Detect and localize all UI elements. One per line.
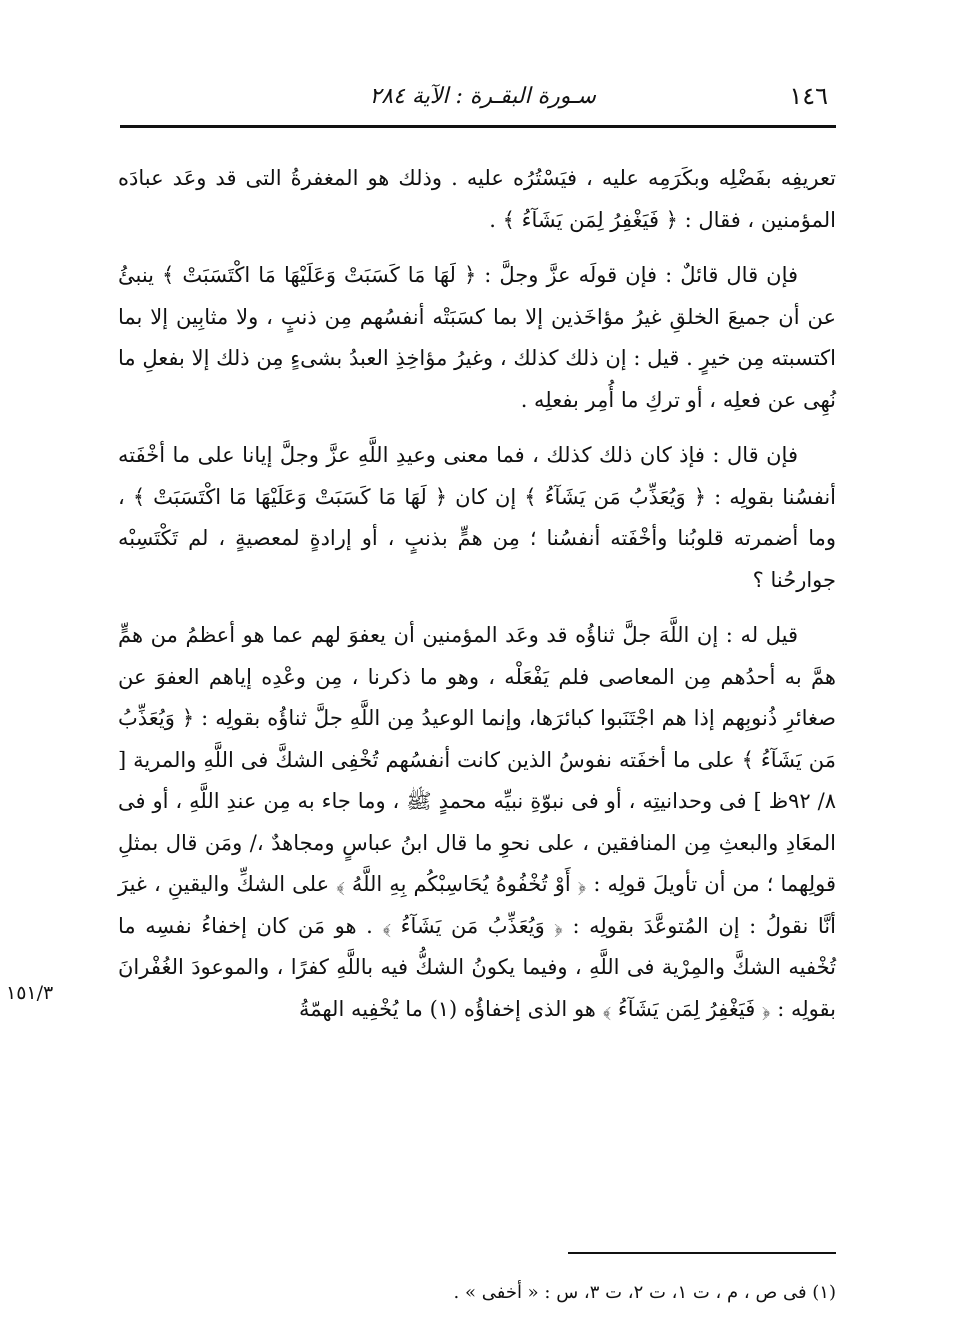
footnote: (١) فى ص ، م ، ت ١، ت ٢، ت ٣، س : « أخفى » . bbox=[453, 1282, 836, 1303]
main-text bbox=[118, 158, 836, 1030]
footnote-rule bbox=[568, 1252, 836, 1254]
running-title: سـورة البقـرة : الآية ٢٨٤ bbox=[369, 84, 596, 109]
page-number: ١٤٦ bbox=[789, 82, 828, 110]
paragraph-4: قيل له : إن اللَّهَ جلَّ ثناؤُه قد وعَد المؤمنين أن يعفوَ لهم عما هو أعظمُ من همٍّ همَّ به أحدُهم مِن المعاصى فلم يَفْعَلْه ، وهو ما ذكرنا ، مِن وعْدِه إياهم العفوَ عن صغائرِ ذُنوبِهم إذا هم اجْتَنَبوا كبائرَها، وإنما الوعيدُ مِن اللَّهِ جلَّ ثناؤُه بقولِه : ﴿ وَيُعَذِّبُ مَن يَشَآءُ ﴾ على ما أخفَته نفوسُ الذين كانت أنفسُهم تُخْفِى الشكَّ فى اللَّهِ والمرية [ ٨/ ٩٢ظ ] فى وحدانيتِه ، أو فى نبوّةِ نبيِّه محمدٍ ﷺ ، وما جاء به مِن عندِ اللَّهِ ، أو فى المعَادِ والبعثِ مِن المنافقين ، على نحوِ ما قال ابنُ عباسٍ ومجاهدٌ ،/ ومَن قال بمثلِ قولِهما ؛ من أن تأويلَ قولِه : ﴿ أَوْ تُخْفُوهُ يُحَاسِبْكُم بِهِ اللَّهُ ﴾ على الشكِّ واليقينِ ، غيرَ أنَّا نقولُ : إن المُتوعَّدَ بقولِه : ﴿ وَيُعَذِّبُ مَن يَشَآءُ ﴾ . هو مَن كان إخفاءُ نفسِه ما تُخْفيه الشكَّ والمِرْية فى اللَّهِ ، وفيما يكونُ الشكُّ فيه باللَّهِ كفرًا ، والموعودَ الغُفْرانَ بقولِه : ﴿ فَيَغْفِرُ لِمَن يَشَآءُ ﴾ هو الذى إخفاؤُه (١) ما يُخْفِيه الهمّةُ bbox=[118, 623, 837, 1021]
paragraph-1: تعريفِه بفَضْلِه وبكَرَمِه عليه ، فيَسْتُرُه عليه . وذلك هو المغفرةُ التى قد وعَد عبادَه المؤمنين ، فقال : ﴿ فَيَغْفِرُ لِمَن يَشَآءُ ﴾ . bbox=[118, 166, 836, 232]
paragraph-3: فإن قال : فإذ كان ذلك كذلك ، فما معنى وعيدِ اللَّهِ عزَّ وجلَّ إيانا على ما أخْفَته أنفسُنا بقولِه : ﴿ وَيُعَذِّبُ مَن يَشَآءُ ﴾ إن كان ﴿ لَهَا مَا كَسَبَتْ وَعَلَيْهَا مَا اكْتَسَبَتْ ﴾ ، وما أضمرته قلوبُنا وأخْفَته أنفسُنا ؛ مِن همٍّ بذنبٍ ، أو إرادةٍ لمعصيةٍ ، لم تَكْتَسِبْه جوارحُنا ؟ bbox=[118, 443, 836, 592]
header-rule bbox=[120, 125, 836, 128]
page-header bbox=[120, 80, 836, 116]
margin-volume-page-reference: ١٥١/٣ bbox=[6, 982, 54, 1004]
paragraph-2: فإن قال قائلٌ : فإن قولَه عزَّ وجلَّ : ﴿ لَهَا مَا كَسَبَتْ وَعَلَيْهَا مَا اكْتَسَبَتْ ﴾ ينبئُ عن أن جميعَ الخلقِ غيرُ مؤاخَذين إلا بما كسَبَتْه أنفسُهم مِن ذنبٍ ، ولا مثابِين إلا بما اكتسبته مِن خيرٍ . قيل : إن ذلك كذلك ، وغيرُ مؤاخِذِ العبدُ بشىءٍ مِن ذلك إلا بفعلِ ما نُهِى عن فعلِه ، أو تركِ ما أُمِر بفعلِه . bbox=[118, 263, 836, 412]
